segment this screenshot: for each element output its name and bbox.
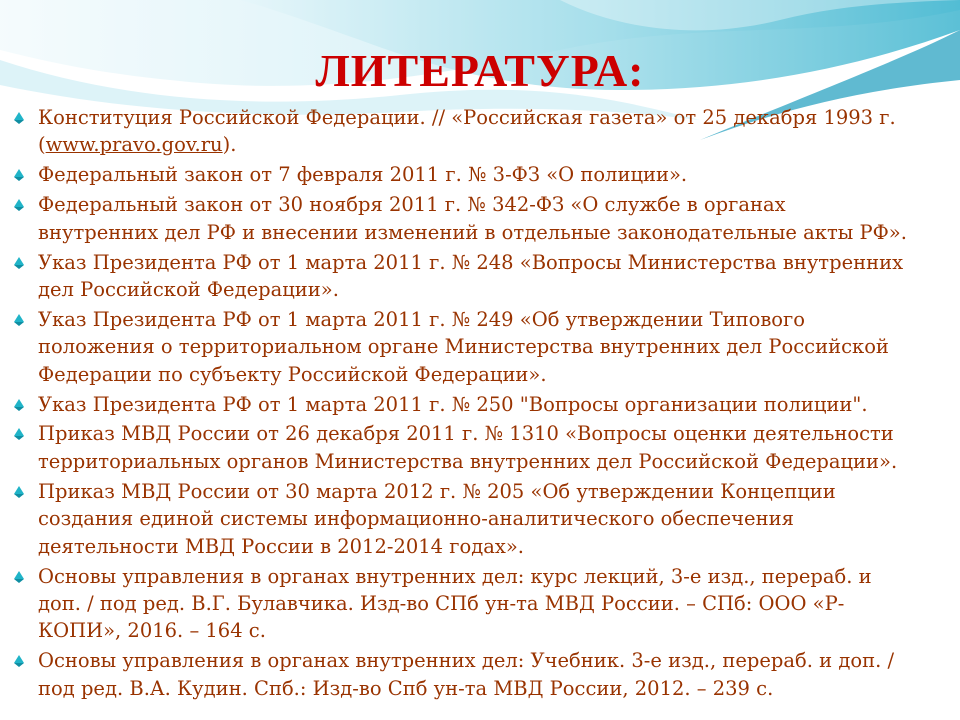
bullet-icon xyxy=(14,112,24,120)
bullet-icon xyxy=(14,486,24,494)
list-item-text: Основы управления в органах внутренних дел: Учебник. 3-е изд., перераб. и доп. / под ред. В.А. Кудин. Спб.: Изд-во Спб ун-та МВД России, 2012. – 239 с. xyxy=(38,649,895,700)
bullet-icon xyxy=(14,399,24,407)
bullet-icon xyxy=(14,199,24,207)
list-item xyxy=(12,306,912,388)
list-item xyxy=(12,104,912,159)
bullet-icon xyxy=(14,257,24,265)
list-item xyxy=(12,391,912,418)
bullet-icon xyxy=(14,428,24,436)
slide-title: ЛИТЕРАТУРА: xyxy=(315,45,645,96)
list-item xyxy=(12,161,912,188)
list-item-text: Указ Президента РФ от 1 марта 2011 г. № 249 «Об утверждении Типового положения о территориальном органе Министерства внутренних дел Российской Федерации по субъекту Российской Федерации». xyxy=(38,307,889,386)
list-item xyxy=(12,647,912,702)
list-item-text: Указ Президента РФ от 1 марта 2011 г. № 248 «Вопросы Министерства внутренних дел Российской Федерации». xyxy=(38,250,904,301)
list-item-text: Приказ МВД России от 26 декабря 2011 г. № 1310 «Вопросы оценки деятельности территориальных органов Министерства внутренних дел Российской Федерации». xyxy=(38,422,898,473)
list-item xyxy=(12,420,912,475)
pravo-link[interactable]: www.pravo.gov.ru xyxy=(45,133,223,157)
list-item-text: Федеральный закон от 7 февраля 2011 г. № 3-ФЗ «О полиции». xyxy=(38,163,688,187)
bullet-icon xyxy=(14,655,24,663)
list-item-text: Указ Президента РФ от 1 марта 2011 г. № 250 "Вопросы организации полиции". xyxy=(38,392,868,416)
list-item xyxy=(12,249,912,304)
bullet-icon xyxy=(14,314,24,322)
list-item-suffix: ). xyxy=(222,133,237,157)
list-item xyxy=(12,478,912,560)
list-item-text: Основы управления в органах внутренних дел: курс лекций, 3-е изд., перераб. и доп. / под ред. В.Г. Булавчика. Изд-во СПб ун-та МВД России. – СПб: ООО «Р-КОПИ», 2016. – 164 с. xyxy=(38,564,872,643)
literature-list xyxy=(12,104,912,705)
list-item-text: Приказ МВД России от 30 марта 2012 г. № 205 «Об утверждении Концепции создания единой системы информационно-аналитического обеспечения деятельности МВД России в 2012-2014 годах». xyxy=(38,479,836,558)
list-item xyxy=(12,563,912,645)
list-item-text: Федеральный закон от 30 ноября 2011 г. № 342-ФЗ «О службе в органах внутренних дел РФ и внесении изменений в отдельные законодательные акты РФ». xyxy=(38,193,907,244)
bullet-icon xyxy=(14,169,24,177)
bullet-icon xyxy=(14,571,24,579)
list-item-text: Конституция Российской Федерации. // «Российская газета» от 25 декабря 1993 г. ( xyxy=(38,106,896,157)
list-item xyxy=(12,191,912,246)
